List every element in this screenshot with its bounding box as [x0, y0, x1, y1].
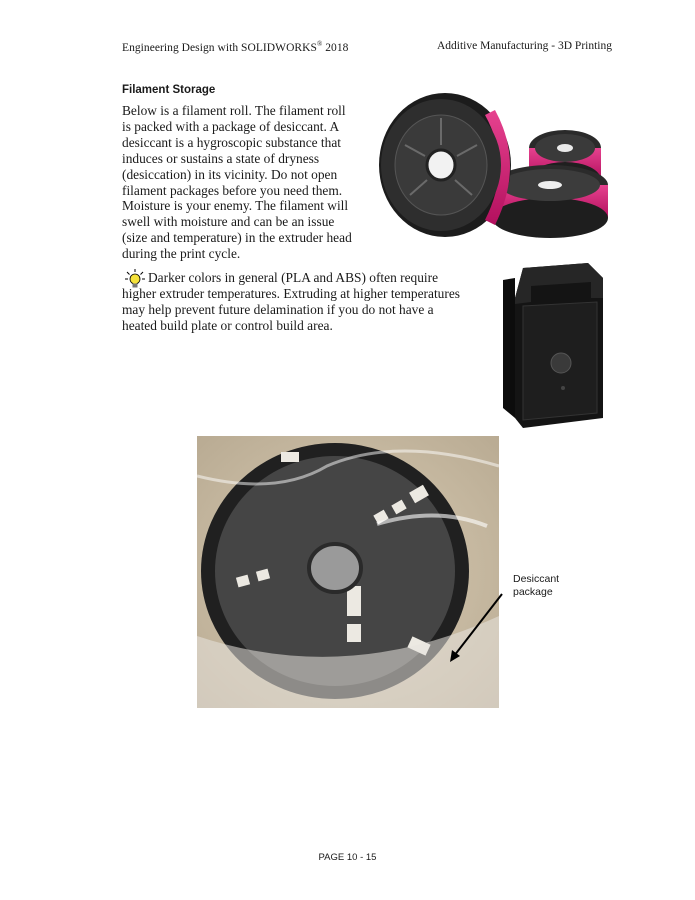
text-line: swell with moisture and can be an issue — [122, 214, 335, 230]
filament-paragraph — [122, 103, 372, 262]
tip-paragraph — [122, 270, 482, 334]
header-chapter-title: Additive Manufacturing - 3D Printing — [436, 40, 612, 52]
header-year: 2018 — [322, 41, 349, 54]
callout-line: package — [513, 586, 553, 598]
text-line: heated build plate or control build area. — [122, 317, 333, 333]
text-line: induces or sustains a state of dryness — [122, 150, 320, 166]
page-number: PAGE 10 - 15 — [318, 852, 377, 863]
header-title-text: Engineering Design with SOLIDWORKS — [122, 41, 317, 54]
text-line: is packed with a package of desiccant. A — [122, 118, 340, 134]
header-book-title — [122, 40, 348, 54]
text-line: Moisture is your enemy. The filament will — [122, 198, 349, 214]
callout-line: Desiccant — [513, 573, 560, 585]
callout-arrow — [440, 590, 520, 670]
text-line: Below is a filament roll. The filament roll — [122, 103, 346, 118]
text-line: desiccant is a hygroscopic substance that — [122, 134, 342, 150]
text-line: higher extruder temperatures. Extruding at higher temperatures — [122, 285, 460, 301]
filament-spools-image — [375, 90, 611, 240]
section-heading: Filament Storage — [122, 84, 216, 96]
text-line: (desiccation) in its vicinity. Do not open — [122, 166, 338, 182]
text-line: may help prevent future delamination if you do not have a — [122, 301, 434, 317]
registered-mark: ® — [316, 40, 323, 48]
filament-cartridge-image — [493, 258, 610, 430]
text-line: Darker colors in general (PLA and ABS) often require — [148, 270, 439, 285]
text-line: filament packages before you need them. — [122, 182, 343, 198]
text-line: (size and temperature) in the extruder head — [122, 230, 352, 246]
text-line: during the print cycle. — [122, 246, 241, 262]
